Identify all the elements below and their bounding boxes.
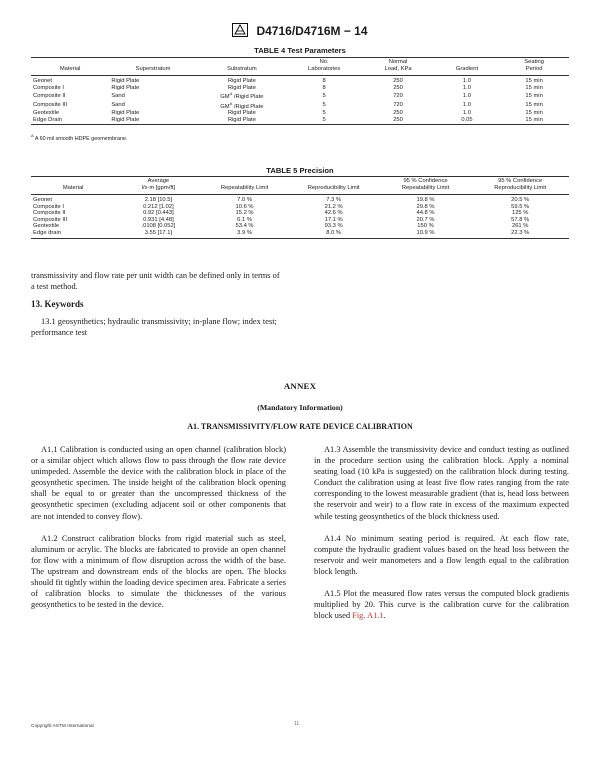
table4-col-gradient: Gradient — [435, 58, 499, 76]
table5-cell: 125 % — [511, 210, 529, 217]
table5-cell: 261 % — [511, 223, 529, 230]
table5-col-repeatability: Repeatability Limit — [202, 177, 288, 195]
table4-cell: 1.0 — [462, 110, 471, 117]
table4-cell: 15 min — [499, 117, 569, 125]
table5-cell: 17.1 % — [324, 216, 343, 223]
table4-cell: Rigid Plate — [197, 117, 287, 125]
table4-cell: 720 — [393, 92, 403, 99]
document-title: D4716/D4716M − 14 — [256, 24, 368, 38]
table4-cell: 8 — [322, 78, 326, 84]
paragraph-a1-3: A1.3 Assemble the transmissivity device and conduct testing as outlined in the procedure section using the calibration block. Apply a nominal seating load (10 kPa is suggested) on the calibration block during testing. Conduct the calibration using at least five flow rates ranging from the rate corresponding to the lowest measurable gradient (that is, head loss between the reservoir and weir) to a flow rate in excess of the maximum expected while testing geosynthetics of the block thickness used. — [314, 445, 569, 521]
table5-cell: .0108 [0.052] — [141, 223, 176, 230]
table4-cell: Edge Drain — [31, 117, 109, 125]
table4-cell: Sand — [111, 92, 125, 99]
table4-cell: $GM^A$ /Rigid Plate — [220, 91, 264, 101]
table4-cell: $GM^A$ /Rigid Plate — [220, 100, 264, 110]
table4-col-superstratum: Superstratum — [109, 58, 197, 76]
table5-cell: 57.8 % — [511, 216, 530, 223]
table4-cell: 5 — [322, 102, 326, 109]
table4-cell: 250 — [393, 78, 403, 84]
table5-cell: 7.0 % — [237, 197, 252, 203]
table4-cell: 1.0 — [462, 84, 471, 91]
table4-cell: 1.0 — [462, 78, 471, 84]
annex-subtitle: (Mandatory Information) — [257, 403, 343, 412]
annex-title: ANNEX — [283, 381, 317, 391]
table5-cell: 20.7 % — [416, 216, 435, 223]
table4-caption: TABLE 4 Test Parameters — [254, 46, 346, 55]
table4-cell: 5 — [322, 92, 326, 99]
table5-cell: 0.212 [1.02] — [143, 203, 174, 210]
table5-cell: 0.931 [4.48] — [143, 216, 174, 223]
table4-row — [31, 91, 569, 101]
paragraph-a1-1: A1.1 Calibration is conducted using an open channel (calibration block) or a similar object which allows flow to pass through the flow rate device unimpeded. Assemble the device with the calibration block in place of the geosynthetic specimen. The inside height of the calibration block opening shall be equal to or greater than the uncompressed thickness of the geosynthetic specimen (excluding adjacent soil or other components that are not intended to convey flow). — [31, 445, 286, 521]
table5-cell: 44.8 % — [416, 210, 435, 217]
table4-cell: Composite I — [33, 84, 64, 91]
table5-cell: 0.92 [0.443] — [143, 210, 174, 217]
table4-cell: Rigid Plate — [227, 110, 256, 117]
table5-cell: 10.6 % — [235, 203, 254, 210]
table4-col-laboratories: No. Laboratories — [287, 58, 361, 76]
table4-row — [31, 101, 569, 111]
table4-cell: Composite II — [33, 92, 66, 99]
table5-col-material: Material — [31, 177, 115, 195]
table4-cell: 720 — [393, 102, 403, 109]
table5-col-ci-reproducibility: 95 % Confidence Reproducibility Limit — [471, 177, 569, 195]
right-column — [314, 444, 569, 633]
table4-row — [31, 76, 569, 85]
section-a1-title: A1. TRANSMISSIVITY/FLOW RATE DEVICE CALIBRATION — [187, 422, 413, 431]
table4-cell: Rigid Plate — [227, 78, 256, 84]
table4-cell: 1.0 — [462, 102, 471, 109]
table4-cell: Composite III — [33, 102, 68, 109]
table4-cell: 250 — [393, 110, 403, 117]
table4-cell: 15 min — [525, 92, 543, 99]
table5-cell: 21.2 % — [324, 203, 343, 210]
table5-cell: Composite II — [33, 210, 66, 217]
table4-row — [31, 117, 569, 125]
table5-cell: Composite III — [33, 216, 68, 223]
table4-cell: 250 — [361, 117, 434, 125]
table4-footnote: $^A$ A 60 mil smooth HDPE geomembrane. — [31, 133, 128, 142]
table5-cell: 10.9 % — [380, 230, 472, 238]
document-header — [0, 22, 600, 40]
table4-cell: Geotextile — [33, 110, 60, 117]
astm-logo-icon — [232, 23, 248, 37]
table4-cell: Rigid Plate — [111, 110, 140, 117]
table4-cell: 5 — [287, 117, 361, 125]
table5-cell: 7.3 % — [326, 197, 342, 203]
table5-cell: Geonet — [33, 197, 53, 203]
table5-cell: 93.3 % — [324, 223, 343, 230]
table5-row — [31, 230, 569, 238]
table5-row — [31, 223, 569, 230]
figure-a1-1-link[interactable]: Fig. A1.1 — [352, 611, 384, 621]
table5-cell: 2.18 [10.5] — [144, 197, 173, 203]
footer-page-marker: 11 — [294, 721, 300, 727]
left-column — [31, 444, 286, 622]
table4-col-normal-load: Normal Load, KPa — [361, 58, 434, 76]
table4-cell: Rigid Plate — [109, 117, 197, 125]
table5-cell: 150 % — [417, 223, 434, 230]
table5-col-average: Average l/s·m [gpm/ft] — [115, 177, 201, 195]
table4-row — [31, 85, 569, 92]
table4-col-substratum: Substratum — [197, 58, 287, 76]
table5-cell: 15.2 % — [235, 210, 254, 217]
table5-cell: 29.8 % — [416, 203, 435, 210]
table4-cell: 15 min — [525, 102, 543, 109]
table5-cell: Geotextile — [33, 223, 60, 230]
continuation-paragraph: transmissivity and flow rate per unit width can be defined only in terms of a test method. — [31, 271, 280, 292]
table5-cell: 3.55 [17.1] — [115, 230, 201, 238]
table4-cell: Rigid Plate — [227, 84, 256, 91]
table4-test-parameters — [31, 57, 569, 125]
paragraph-a1-5: A1.5 Plot the measured flow rates versus the computed block gradients multiplied by 20. This curve is the calibration curve for the calibration block used Fig. A1.1. — [314, 589, 569, 621]
table5-cell: 6.1 % — [237, 216, 252, 223]
table5-cell: 42.6 % — [324, 210, 343, 217]
table5-row — [31, 217, 569, 224]
table5-precision — [31, 176, 569, 239]
table4-cell: 8 — [322, 84, 326, 91]
table5-row — [31, 204, 569, 211]
table5-header-row — [31, 177, 569, 195]
keywords-heading: 13. Keywords — [31, 299, 84, 309]
table5-caption: TABLE 5 Precision — [266, 166, 334, 175]
table4-cell: 15 min — [525, 84, 543, 91]
table4-cell: 1.0 — [462, 92, 471, 99]
table5-cell: 22.3 % — [471, 230, 569, 238]
footer-copyright: Copyright ASTM International — [31, 724, 94, 729]
paragraph-a1-2: A1.2 Construct calibration blocks from rigid material such as steel, aluminum or acrylic. The blocks are fabricated to provide an open channel for flow with a minimum of flow disruption across the width of the base. The upstream and downstream ends of the blocks are open. The blocks should fit tightly within the loading device specimen area. Fabricate a series of calibration blocks to simulate the thicknesses of the various geosynthetics to be tested in the device. — [31, 533, 286, 610]
table4-col-material: Material — [31, 58, 109, 76]
table5-col-reproducibility: Reproducibility Limit — [288, 177, 380, 195]
table4-row — [31, 110, 569, 117]
table4-cell: 250 — [393, 84, 403, 91]
table4-cell: Rigid Plate — [111, 84, 140, 91]
table5-cell: 20.5 % — [511, 197, 530, 203]
table4-cell: 15 min — [525, 110, 543, 117]
table4-header-row — [31, 58, 569, 76]
paragraph-a1-4: A1.4 No minimum seating period is required. At each flow rate, compute the hydraulic gradient values based on the head loss between the reservoir and weir manometers and a flow length equal to the calibration block length. — [314, 533, 569, 577]
table5-col-ci-repeatability: 95 % Confidence Repeatability Limit — [380, 177, 472, 195]
table4-cell: Geonet — [33, 78, 53, 84]
table4-cell: 5 — [322, 110, 326, 117]
table5-row — [31, 210, 569, 217]
table4-col-seating-period: Seating Period — [499, 58, 569, 76]
table4-cell: 0.05 — [435, 117, 499, 125]
table5-cell: 3.9 % — [202, 230, 288, 238]
table5-cell: Edge drain — [31, 230, 115, 238]
table5-cell: 53.4 % — [235, 223, 254, 230]
table5-cell: 19.8 % — [416, 197, 435, 203]
table4-cell: Rigid Plate — [111, 78, 140, 84]
table4-cell: Sand — [111, 102, 125, 109]
table5-row — [31, 195, 569, 204]
table5-cell: 8.0 % — [288, 230, 380, 238]
table5-cell: 59.5 % — [511, 203, 530, 210]
keywords-paragraph: 13.1 geosynthetics; hydraulic transmissivity; in-plane flow; index test; performance test — [31, 317, 277, 338]
table4-cell: 15 min — [525, 78, 543, 84]
table5-cell: Composite I — [33, 203, 64, 210]
